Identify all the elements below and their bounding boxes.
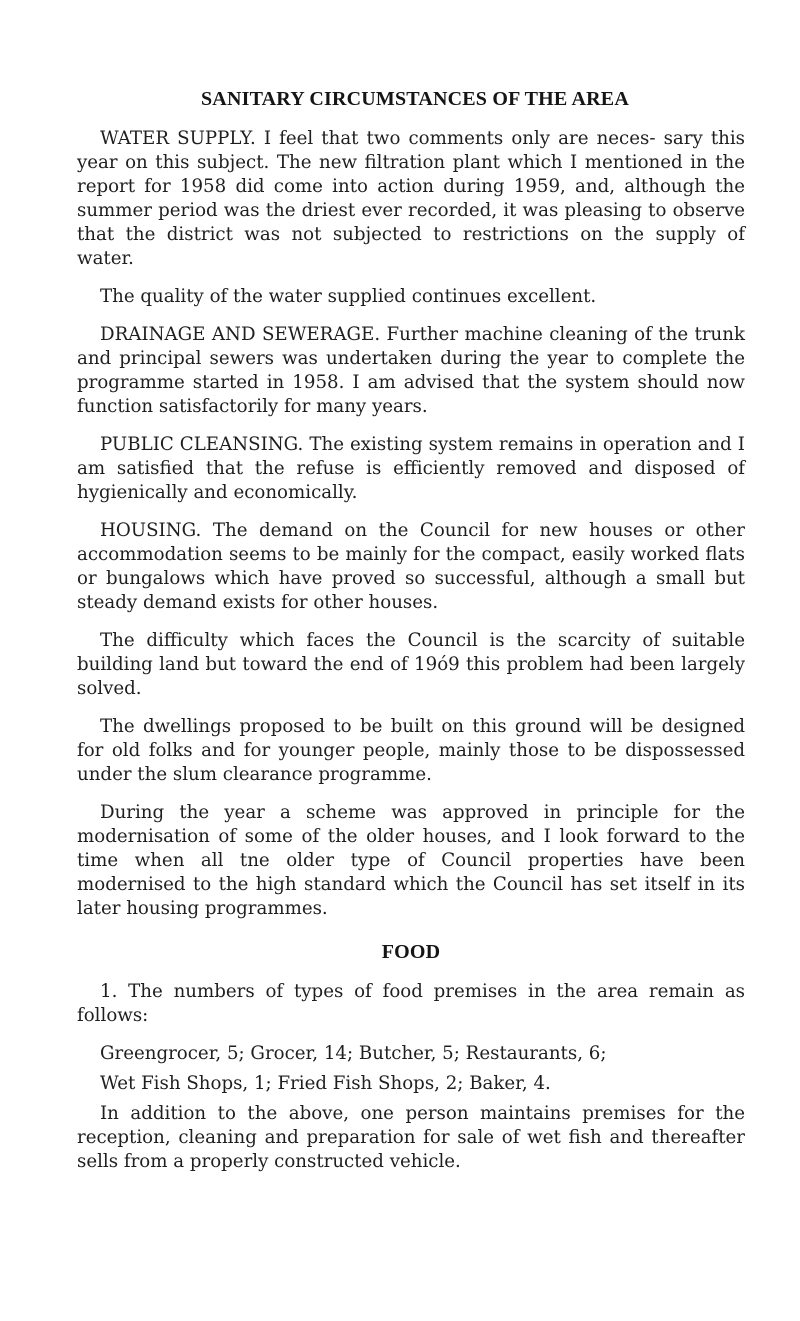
dwellings-paragraph: The dwellings proposed to be built on this ground will be designed for old folks and for younger people, mainly those to be dispossessed under the slum clearance programme. (77, 716, 745, 785)
housing-paragraph: HOUSING. The demand on the Council for new houses or other accommodation seems to be mainly for the compact, easily worked flats or bungalows which have proved so successful, although a small but steady demand exists for other houses. (77, 520, 745, 613)
water-supply-paragraph: WATER SUPPLY. I feel that two comments only are neces- sary this year on this subject. The new filtration plant which I mentioned in the report for 1958 did come into action during 1959, and, although the summer period was the driest ever recorded, it was pleasing to observe that the district was not subjected to restrictions on the supply of water. (77, 128, 745, 269)
section-title: SANITARY CIRCUMSTANCES OF THE AREA (200, 88, 629, 110)
public-cleansing-paragraph: PUBLIC CLEANSING. The existing system remains in operation and I am satisfied that the refuse is efficiently removed and disposed of hygienically and economically. (77, 434, 745, 503)
food-premises-list-line-2: Wet Fish Shops, 1; Fried Fish Shops, 2; Baker, 4. (100, 1073, 551, 1094)
food-premises-list-line-1: Greengrocer, 5; Grocer, 14; Butcher, 5; Restaurants, 6; (100, 1043, 607, 1064)
building-land-paragraph: The difficulty which faces the Council is the scarcity of suitable building land but toward the end of 19ó9 this problem had been largely solved. (77, 630, 745, 699)
drainage-sewerage-paragraph: DRAINAGE AND SEWERAGE. Further machine cleaning of the trunk and principal sewers was undertaken during the year to complete the programme started in 1958. I am advised that the system should now function satisfactorily for many years. (77, 324, 745, 417)
wet-fish-paragraph: In addition to the above, one person maintains premises for the reception, cleaning and preparation for sale of wet fish and thereafter sells from a properly constructed vehicle. (77, 1103, 745, 1172)
water-quality-paragraph: The quality of the water supplied continues excellent. (100, 286, 597, 307)
food-title: FOOD (381, 941, 441, 963)
document-page (77, 88, 745, 1188)
food-premises-intro: 1. The numbers of types of food premises in the area remain as follows: (77, 981, 745, 1026)
modernisation-paragraph: During the year a scheme was approved in principle for the modernisation of some of the older houses, and I look forward to the time when all tne older type of Council properties have been modernised to the high standard which the Council has set itself in its later housing programmes. (77, 802, 745, 919)
